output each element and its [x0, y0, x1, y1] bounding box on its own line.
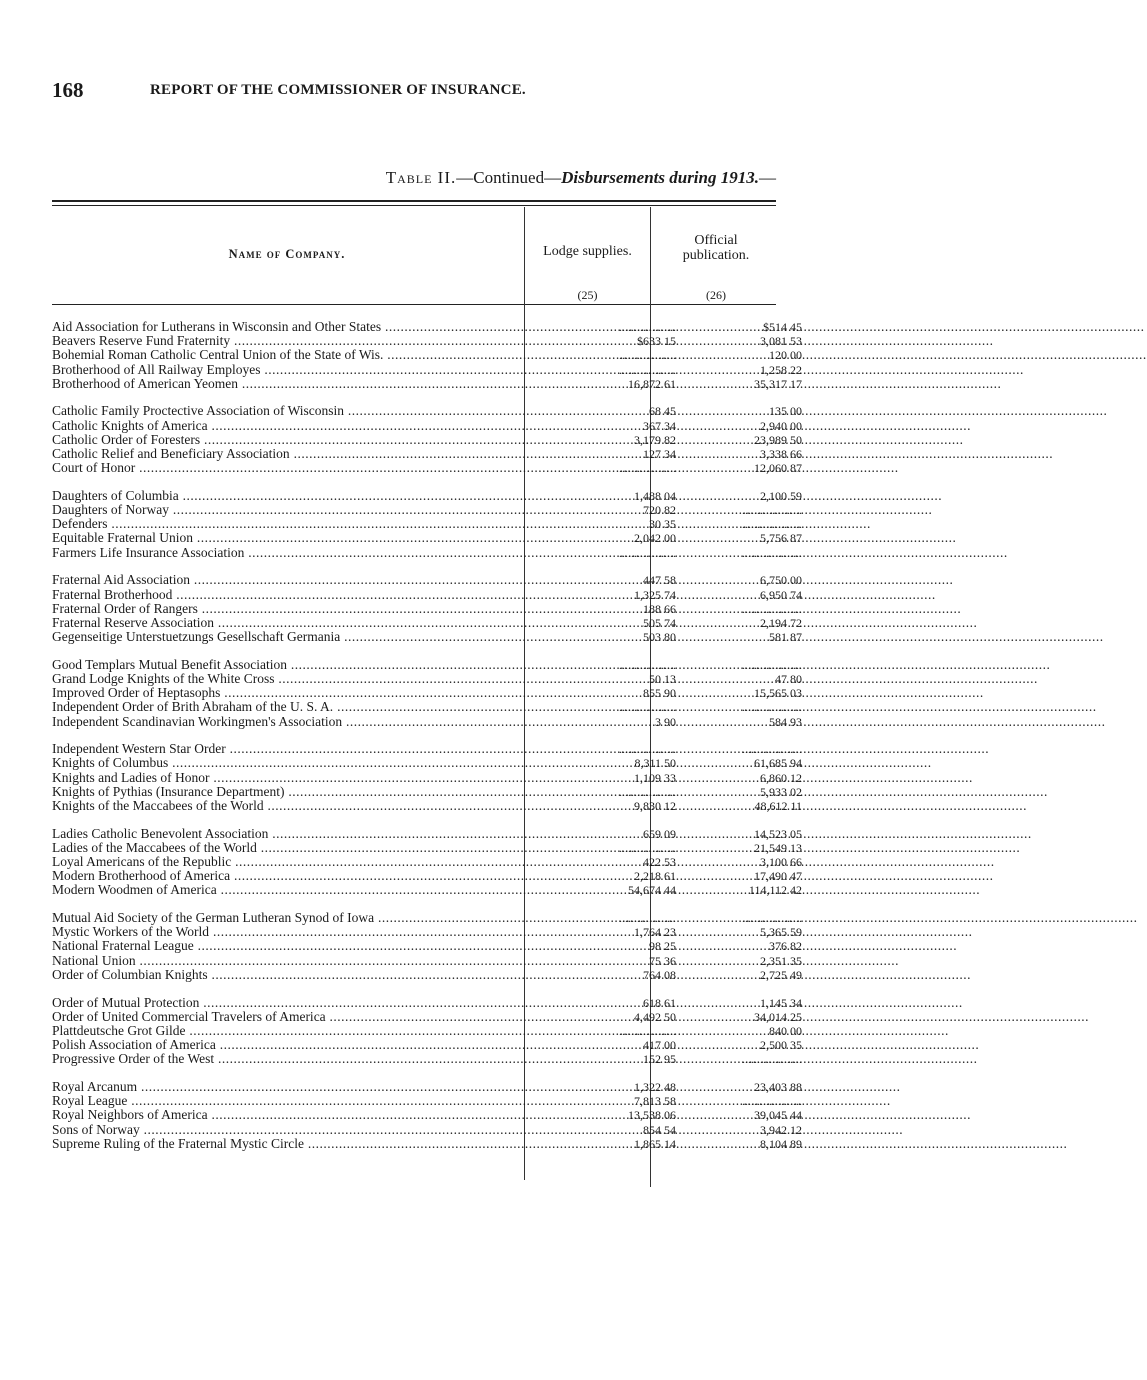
table-row — [52, 614, 802, 630]
table-row — [52, 797, 802, 813]
top-double-rule-2 — [52, 205, 776, 206]
table-row — [52, 403, 802, 419]
lodge-supplies-value: 16,872 61 — [628, 376, 676, 391]
company-name: Fraternal Reserve Association ..... — [52, 616, 522, 630]
official-publication-value: 3,942 12 — [760, 1122, 802, 1137]
lodge-supplies-value: 1,764 23 — [634, 925, 676, 940]
table-row — [52, 502, 802, 518]
official-publication-value: .................... — [742, 911, 802, 926]
table-row — [52, 417, 802, 433]
official-publication-value: 15,565 03 — [754, 686, 802, 701]
official-publication-value: 14,523 05 — [754, 826, 802, 841]
lodge-supplies-value: 659 09 — [643, 826, 676, 841]
company-name: National Union ..... — [52, 954, 522, 968]
lodge-supplies-value: ................... — [619, 545, 676, 560]
lodge-supplies-value: 9,830 12 — [634, 798, 676, 813]
official-publication-value: $514 45 — [763, 320, 802, 334]
company-name: Plattdeutsche Grot Gilde ..... — [52, 1024, 522, 1038]
lodge-supplies-value: 2,042 00 — [634, 531, 676, 546]
table-row — [52, 670, 802, 686]
column-header-official-line2: publication. — [682, 248, 750, 263]
lodge-supplies-value: 503 80 — [643, 630, 676, 645]
official-publication-value: 34,014 25 — [754, 1009, 802, 1024]
table-row — [52, 600, 802, 616]
column-header-lodge-supplies: Lodge supplies. — [543, 244, 632, 259]
table-row — [52, 755, 802, 771]
lodge-supplies-value: 417 00 — [643, 1038, 676, 1053]
company-name: Beavers Reserve Fund Fraternity ..... — [52, 334, 522, 348]
official-publication-value: 2,100 59 — [760, 488, 802, 503]
lodge-supplies-value: ................... — [619, 700, 676, 715]
company-name: Order of Columbian Knights ..... — [52, 968, 522, 982]
official-publication-value: 2,194 72 — [760, 615, 802, 630]
official-publication-value: 35,317 17 — [754, 376, 802, 391]
table-row — [52, 882, 802, 898]
company-name: Loyal Americans of the Republic ..... — [52, 855, 522, 869]
official-publication-value: 114,112 42 — [748, 883, 802, 898]
company-name: Fraternal Aid Association ..... — [52, 573, 522, 587]
table-row — [52, 825, 802, 841]
official-publication-value: .................... — [742, 1094, 802, 1109]
official-publication-value: 21,549 13 — [754, 840, 802, 855]
row-group — [52, 741, 802, 813]
official-publication-value: 6,750 00 — [760, 573, 802, 588]
company-name: National Fraternal League ..... — [52, 939, 522, 953]
table-row — [52, 347, 802, 363]
lodge-supplies-value: 13,538 06 — [628, 1108, 676, 1123]
official-publication-value: 5,756 87 — [760, 531, 802, 546]
company-name: Independent Western Star Order ..... — [52, 742, 522, 756]
row-group — [52, 910, 802, 982]
table-row — [52, 361, 802, 377]
table-title-label: Table II. — [385, 168, 457, 187]
table-row — [52, 854, 802, 869]
company-name: Brotherhood of All Railway Employes ..... — [52, 363, 522, 377]
company-name: Mutual Aid Society of the German Lutheran Synod of Iowa ..... — [52, 911, 522, 925]
official-publication-value: 61,685 94 — [754, 756, 802, 771]
table-row — [52, 431, 802, 447]
lodge-supplies-value: 8,311 50 — [634, 756, 676, 771]
company-name: Court of Honor ..... — [52, 461, 522, 475]
official-publication-value: 2,500 35 — [760, 1038, 802, 1053]
lodge-supplies-value: ................... — [619, 348, 676, 363]
row-group — [52, 994, 802, 1067]
official-publication-value: 584 93 — [769, 714, 802, 729]
official-publication-value: 12,060 87 — [754, 461, 802, 476]
lodge-supplies-value: ................... — [619, 840, 676, 855]
column-number-25: (25) — [577, 288, 598, 302]
table-title-mid: —Continued— — [456, 168, 562, 187]
lodge-supplies-value: ................... — [619, 461, 676, 476]
company-name: Catholic Relief and Beneficiary Association ..... — [52, 447, 522, 461]
official-publication-value: .................... — [742, 700, 802, 715]
lodge-supplies-value: 720 82 — [643, 503, 676, 518]
lodge-supplies-value: 2,218 61 — [634, 869, 676, 884]
lodge-supplies-value: 152 95 — [643, 1052, 676, 1067]
official-publication-value: 6,950 74 — [760, 587, 802, 602]
table-body — [52, 319, 802, 1164]
official-publication-value: 17,490 47 — [754, 869, 802, 884]
official-publication-value: 3,081 53 — [760, 334, 802, 349]
official-publication-value: 23,989 50 — [754, 432, 802, 447]
table-row — [52, 487, 802, 503]
company-name: Knights of Columbus ..... — [52, 756, 522, 770]
lodge-supplies-value: 98 25 — [649, 939, 676, 954]
company-name: Royal Arcanum ..... — [52, 1080, 522, 1094]
table-row — [52, 910, 802, 926]
table-row — [52, 1051, 802, 1067]
table-row — [52, 713, 802, 729]
table-row — [52, 319, 802, 334]
top-double-rule — [52, 200, 776, 202]
row-group — [52, 572, 802, 645]
company-name: Ladies of the Maccabees of the World ..... — [52, 841, 522, 855]
table-row — [52, 783, 802, 799]
table-row — [52, 375, 802, 391]
official-publication-value: .................... — [742, 1052, 802, 1067]
table-row — [52, 952, 802, 968]
company-name: Order of United Commercial Travelers of America ..... — [52, 1010, 522, 1024]
row-group — [52, 1078, 802, 1151]
table-row — [52, 544, 802, 560]
lodge-supplies-value: 764 08 — [643, 967, 676, 982]
row-group — [52, 403, 802, 476]
official-publication-value: 3,100 66 — [760, 855, 802, 869]
table-row — [52, 1107, 802, 1123]
company-name: Independent Scandinavian Workingmen's Association ..... — [52, 715, 522, 729]
company-name: Royal Neighbors of America ..... — [52, 1108, 522, 1122]
lodge-supplies-value: ................... — [619, 911, 676, 926]
lodge-supplies-value: ................... — [619, 657, 676, 672]
lodge-supplies-value: ................... — [619, 1023, 676, 1038]
lodge-supplies-value: 618 61 — [643, 995, 676, 1010]
running-head: REPORT OF THE COMMISSIONER OF INSURANCE. — [150, 82, 526, 98]
company-name: Good Templars Mutual Benefit Association ..... — [52, 658, 522, 672]
official-publication-value: 120 00 — [769, 348, 802, 363]
official-publication-value: .................... — [742, 503, 802, 518]
table-row — [52, 629, 802, 645]
lodge-supplies-value: $633 15 — [637, 334, 676, 349]
official-publication-value: 23,403 88 — [754, 1079, 802, 1094]
column-number-26: (26) — [706, 288, 726, 302]
lodge-supplies-value: 854 54 — [643, 1122, 676, 1137]
official-publication-value: 840 00 — [769, 1023, 802, 1038]
table-row — [52, 741, 802, 757]
row-group — [52, 656, 802, 729]
company-name: Catholic Order of Foresters ..... — [52, 433, 522, 447]
lodge-supplies-value: 3,179 82 — [634, 432, 676, 447]
official-publication-value: 5,365 59 — [760, 925, 802, 940]
company-name: Sons of Norway ..... — [52, 1123, 522, 1137]
table-row — [52, 460, 802, 476]
lodge-supplies-value: 1,488 04 — [634, 488, 676, 503]
company-name: Knights of the Maccabees of the World ..... — [52, 799, 522, 813]
lodge-supplies-value: 505 74 — [643, 615, 676, 630]
company-name: Catholic Family Proctective Association of Wisconsin ..... — [52, 404, 522, 418]
table-row — [52, 1135, 802, 1151]
lodge-supplies-value: 7,813 58 — [634, 1094, 676, 1109]
company-name: Progressive Order of the West ..... — [52, 1052, 522, 1066]
official-publication-value: 6,860 12 — [760, 770, 802, 785]
company-name: Order of Mutual Protection ..... — [52, 996, 522, 1010]
company-name: Independent Order of Brith Abraham of the U. S. A. ..... — [52, 700, 522, 714]
lodge-supplies-value: 127 34 — [643, 447, 676, 461]
lodge-supplies-value: 54,674 44 — [628, 883, 676, 898]
official-publication-value: 47 80 — [775, 671, 802, 686]
lodge-supplies-value: 30 35 — [649, 517, 676, 532]
official-publication-value: 376 82 — [769, 939, 802, 954]
official-publication-value: 3,338 66 — [760, 447, 802, 461]
company-name: Fraternal Brotherhood ..... — [52, 588, 522, 602]
official-publication-value: 1,258 22 — [760, 362, 802, 377]
lodge-supplies-value: 1,109 33 — [634, 770, 676, 785]
table-title — [386, 168, 776, 188]
official-publication-value: .................... — [742, 601, 802, 616]
table-row — [52, 333, 802, 349]
table-row — [52, 1037, 802, 1053]
table-row — [52, 656, 802, 672]
lodge-supplies-value: 1,322 48 — [634, 1079, 676, 1094]
official-publication-value: 39,045 44 — [754, 1108, 802, 1123]
table-row — [52, 938, 802, 954]
company-name: Grand Lodge Knights of the White Cross ..... — [52, 672, 522, 686]
table-row — [52, 530, 802, 546]
company-name: Supreme Ruling of the Fraternal Mystic Circle ..... — [52, 1137, 522, 1151]
lodge-supplies-value: 75 36 — [649, 953, 676, 968]
company-name: Defenders ..... — [52, 517, 522, 531]
official-publication-value: 8,104 89 — [760, 1136, 802, 1151]
official-publication-value: 2,351 35 — [760, 953, 802, 968]
company-name: Polish Association of America ..... — [52, 1038, 522, 1052]
header-rule — [52, 304, 776, 305]
lodge-supplies-value: 188 66 — [643, 601, 676, 616]
table-row — [52, 1078, 802, 1094]
official-publication-value: 2,940 00 — [760, 418, 802, 433]
lodge-supplies-value: ................... — [619, 320, 676, 334]
table-row — [52, 516, 802, 532]
company-name: Ladies Catholic Benevolent Association ..... — [52, 827, 522, 841]
row-group — [52, 319, 802, 391]
table-row — [52, 572, 802, 588]
company-name: Fraternal Order of Rangers ..... — [52, 602, 522, 616]
company-name: Knights of Pythias (Insurance Department) ..... — [52, 785, 522, 799]
table-row — [52, 966, 802, 982]
table-row — [52, 1022, 802, 1038]
official-publication-value: 135 00 — [769, 404, 802, 419]
company-name: Gegenseitige Unterstuetzungs Gesellschaft Germania ..... — [52, 630, 522, 644]
lodge-supplies-value: 3 90 — [655, 714, 676, 729]
table-row — [52, 1008, 802, 1024]
official-publication-value: .................... — [742, 545, 802, 560]
lodge-supplies-value: 422 53 — [643, 855, 676, 869]
table-row — [52, 685, 802, 701]
lodge-supplies-value: 1,865 14 — [634, 1136, 676, 1151]
company-name: Improved Order of Heptasophs ..... — [52, 686, 522, 700]
official-publication-value: 2,725 49 — [760, 967, 802, 982]
row-group — [52, 487, 802, 560]
table-title-italic: Disbursements during 1913. — [561, 168, 759, 187]
page-number: 168 — [52, 78, 84, 102]
company-name: Royal League ..... — [52, 1094, 522, 1108]
lodge-supplies-value: ................... — [619, 362, 676, 377]
table-row — [52, 924, 802, 940]
official-publication-value: .................... — [742, 657, 802, 672]
lodge-supplies-value: 367 34 — [643, 418, 676, 433]
table-row — [52, 446, 802, 461]
lodge-supplies-value: 68 45 — [649, 404, 676, 419]
official-publication-value: 581 87 — [769, 630, 802, 645]
column-header-official-line1: Official — [694, 233, 738, 248]
table-row — [52, 868, 802, 884]
table-row — [52, 1121, 802, 1137]
official-publication-value: 48,612 11 — [754, 798, 802, 813]
company-name: Catholic Knights of America ..... — [52, 419, 522, 433]
table-row — [52, 1093, 802, 1109]
official-publication-value: 1,145 34 — [760, 995, 802, 1010]
lodge-supplies-value: 855 90 — [643, 686, 676, 701]
company-name: Mystic Workers of the World ..... — [52, 925, 522, 939]
lodge-supplies-value: 1,325 74 — [634, 587, 676, 602]
table-title-end: — — [759, 168, 776, 187]
row-group — [52, 825, 802, 898]
official-publication-value: .................... — [742, 742, 802, 757]
column-header-official-publication — [651, 233, 781, 263]
official-publication-value: 5,933 02 — [760, 784, 802, 799]
table-row — [52, 839, 802, 855]
table-row — [52, 994, 802, 1010]
company-name: Daughters of Columbia ..... — [52, 489, 522, 503]
company-name: Aid Association for Lutherans in Wisconsin and Other States ..... — [52, 320, 522, 334]
table-row — [52, 769, 802, 785]
company-name: Daughters of Norway ..... — [52, 503, 522, 517]
company-name: Bohemial Roman Catholic Central Union of the State of Wis. ..... — [52, 348, 522, 362]
lodge-supplies-value: 50 13 — [649, 671, 676, 686]
column-header-name: Name of Company. — [228, 247, 346, 261]
company-name: Modern Brotherhood of America ..... — [52, 869, 522, 883]
company-name: Brotherhood of American Yeomen ..... — [52, 377, 522, 391]
lodge-supplies-value: ................... — [619, 742, 676, 757]
lodge-supplies-value: 4,492 50 — [634, 1009, 676, 1024]
official-publication-value: .................... — [742, 517, 802, 532]
lodge-supplies-value: ................... — [619, 784, 676, 799]
table-row — [52, 699, 802, 715]
company-name: Equitable Fraternal Union ..... — [52, 531, 522, 545]
company-name: Knights and Ladies of Honor ..... — [52, 771, 522, 785]
company-name: Farmers Life Insurance Association ..... — [52, 546, 522, 560]
company-name: Modern Woodmen of America ..... — [52, 883, 522, 897]
table-row — [52, 586, 802, 602]
lodge-supplies-value: 447 58 — [643, 573, 676, 588]
